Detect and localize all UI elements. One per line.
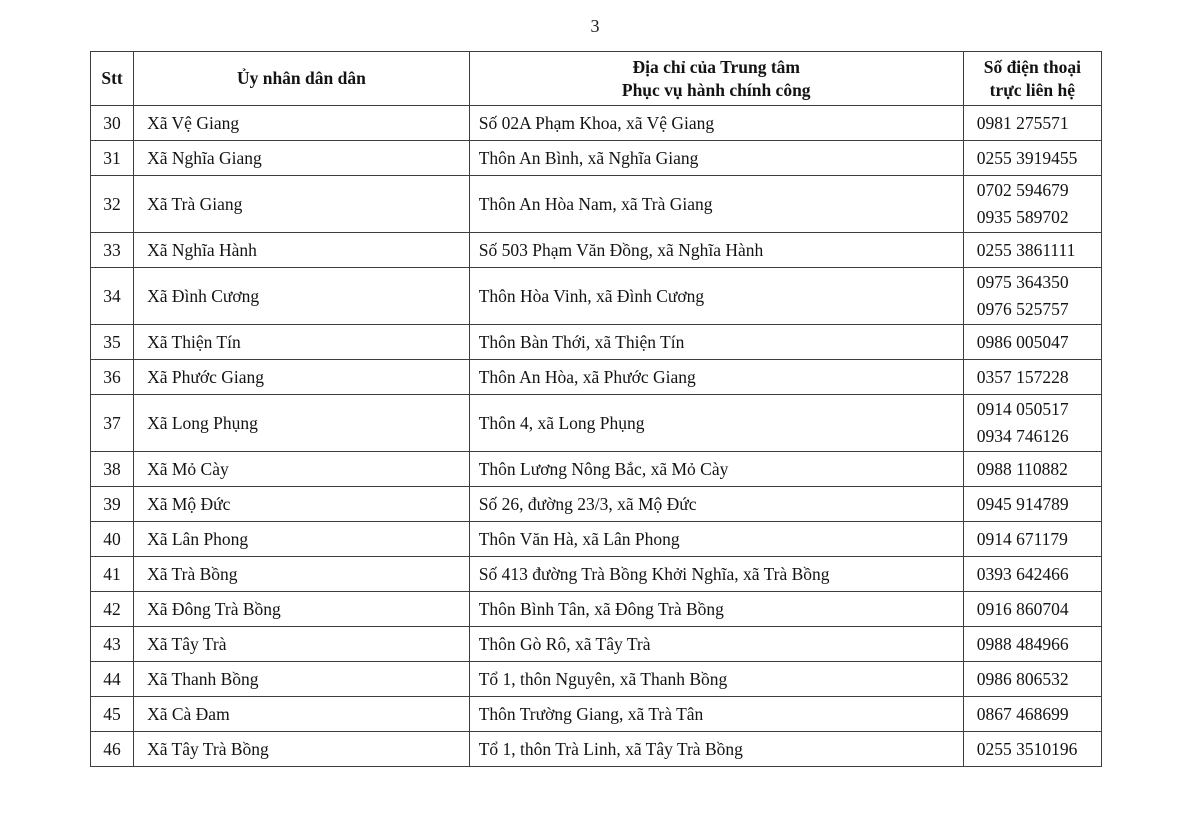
row-name: Xã Nghĩa Hành xyxy=(134,233,470,268)
row-name: Xã Tây Trà xyxy=(134,627,470,662)
table-row xyxy=(91,176,1102,233)
phone-number: 0702 594679 xyxy=(976,180,1069,200)
contact-directory-table xyxy=(90,51,1102,767)
phone-number: 0935 589702 xyxy=(976,207,1069,227)
phone-number: 0867 468699 xyxy=(976,703,1069,724)
row-stt: 43 xyxy=(91,627,134,662)
row-address: Thôn An Bình, xã Nghĩa Giang xyxy=(469,141,963,176)
table-row xyxy=(91,141,1102,176)
table-header xyxy=(91,52,1102,106)
row-stt: 35 xyxy=(91,325,134,360)
table-row xyxy=(91,697,1102,732)
phone-number: 0916 860704 xyxy=(976,598,1069,619)
row-address: Thôn 4, xã Long Phụng xyxy=(469,395,963,452)
phone-number: 0255 3861111 xyxy=(976,239,1076,260)
phone-number: 0988 110882 xyxy=(976,458,1068,479)
row-phone xyxy=(963,452,1101,487)
row-phone xyxy=(963,176,1101,233)
row-stt: 33 xyxy=(91,233,134,268)
row-address: Số 02A Phạm Khoa, xã Vệ Giang xyxy=(469,106,963,141)
row-stt: 44 xyxy=(91,662,134,697)
header-address-line2: Phục vụ hành chính công xyxy=(621,79,811,100)
header-stt: Stt xyxy=(91,52,134,106)
table-row xyxy=(91,360,1102,395)
row-stt: 37 xyxy=(91,395,134,452)
row-stt: 41 xyxy=(91,557,134,592)
table-row xyxy=(91,627,1102,662)
row-name: Xã Tây Trà Bồng xyxy=(134,732,470,767)
row-stt: 34 xyxy=(91,268,134,325)
phone-number: 0976 525757 xyxy=(976,299,1069,319)
row-name: Xã Thiện Tín xyxy=(134,325,470,360)
row-name: Xã Lân Phong xyxy=(134,522,470,557)
phone-number: 0981 275571 xyxy=(976,112,1069,133)
phone-number: 0986 005047 xyxy=(976,331,1069,352)
row-phone xyxy=(963,487,1101,522)
row-phone xyxy=(963,233,1101,268)
phone-number: 0357 157228 xyxy=(976,366,1069,387)
phone-number: 0914 671179 xyxy=(976,528,1068,549)
row-stt: 46 xyxy=(91,732,134,767)
row-name: Xã Mộ Đức xyxy=(134,487,470,522)
row-address: Thôn Văn Hà, xã Lân Phong xyxy=(469,522,963,557)
row-address: Thôn Lương Nông Bắc, xã Mỏ Cày xyxy=(469,452,963,487)
header-phone-line1: Số điện thoại xyxy=(983,56,1081,77)
row-phone xyxy=(963,732,1101,767)
table-row xyxy=(91,592,1102,627)
table-body xyxy=(91,106,1102,767)
row-address: Tổ 1, thôn Nguyên, xã Thanh Bồng xyxy=(469,662,963,697)
row-address: Thôn Bình Tân, xã Đông Trà Bồng xyxy=(469,592,963,627)
row-stt: 36 xyxy=(91,360,134,395)
phone-number: 0255 3510196 xyxy=(976,738,1078,759)
row-stt: 40 xyxy=(91,522,134,557)
phone-number: 0934 746126 xyxy=(976,426,1069,446)
row-stt: 31 xyxy=(91,141,134,176)
row-address: Số 26, đường 23/3, xã Mộ Đức xyxy=(469,487,963,522)
phone-number: 0393 642466 xyxy=(976,563,1069,584)
row-stt: 42 xyxy=(91,592,134,627)
row-phone xyxy=(963,325,1101,360)
row-address: Số 503 Phạm Văn Đồng, xã Nghĩa Hành xyxy=(469,233,963,268)
table-row xyxy=(91,522,1102,557)
row-address: Thôn An Hòa Nam, xã Trà Giang xyxy=(469,176,963,233)
phone-number: 0945 914789 xyxy=(976,493,1069,514)
row-phone xyxy=(963,268,1101,325)
row-phone xyxy=(963,627,1101,662)
phone-number: 0988 484966 xyxy=(976,633,1069,654)
table-row xyxy=(91,395,1102,452)
row-name: Xã Trà Giang xyxy=(134,176,470,233)
table-row xyxy=(91,325,1102,360)
row-name: Xã Cà Đam xyxy=(134,697,470,732)
header-row xyxy=(91,52,1102,106)
row-name: Xã Đình Cương xyxy=(134,268,470,325)
row-address: Thôn Bàn Thới, xã Thiện Tín xyxy=(469,325,963,360)
header-phone xyxy=(963,52,1101,106)
row-stt: 30 xyxy=(91,106,134,141)
row-address: Thôn An Hòa, xã Phước Giang xyxy=(469,360,963,395)
row-phone xyxy=(963,522,1101,557)
row-name: Xã Phước Giang xyxy=(134,360,470,395)
row-phone xyxy=(963,360,1101,395)
row-address: Tổ 1, thôn Trà Linh, xã Tây Trà Bồng xyxy=(469,732,963,767)
row-name: Xã Long Phụng xyxy=(134,395,470,452)
row-stt: 45 xyxy=(91,697,134,732)
row-stt: 39 xyxy=(91,487,134,522)
row-phone xyxy=(963,697,1101,732)
row-stt: 32 xyxy=(91,176,134,233)
row-name: Xã Đông Trà Bồng xyxy=(134,592,470,627)
phone-number: 0986 806532 xyxy=(976,668,1069,689)
row-name: Xã Mỏ Cày xyxy=(134,452,470,487)
table-row xyxy=(91,106,1102,141)
table-row xyxy=(91,557,1102,592)
page-number: 3 xyxy=(590,16,600,36)
phone-number: 0255 3919455 xyxy=(976,147,1078,168)
row-address: Số 413 đường Trà Bồng Khởi Nghĩa, xã Trà Bồng xyxy=(469,557,963,592)
header-phone-line2: trực liên hệ xyxy=(989,79,1076,100)
table-row xyxy=(91,452,1102,487)
phone-number: 0914 050517 xyxy=(976,399,1069,419)
row-name: Xã Trà Bồng xyxy=(134,557,470,592)
row-phone xyxy=(963,557,1101,592)
row-address: Thôn Trường Giang, xã Trà Tân xyxy=(469,697,963,732)
header-address xyxy=(469,52,963,106)
table-row xyxy=(91,662,1102,697)
row-name: Xã Vệ Giang xyxy=(134,106,470,141)
row-phone xyxy=(963,141,1101,176)
row-stt: 38 xyxy=(91,452,134,487)
table-row xyxy=(91,487,1102,522)
row-name: Xã Nghĩa Giang xyxy=(134,141,470,176)
header-name: Ủy nhân dân dân xyxy=(134,52,470,106)
row-phone xyxy=(963,395,1101,452)
row-phone xyxy=(963,592,1101,627)
phone-number: 0975 364350 xyxy=(976,272,1069,292)
row-address: Thôn Gò Rô, xã Tây Trà xyxy=(469,627,963,662)
row-address: Thôn Hòa Vinh, xã Đình Cương xyxy=(469,268,963,325)
row-phone xyxy=(963,662,1101,697)
row-name: Xã Thanh Bồng xyxy=(134,662,470,697)
header-address-line1: Địa chỉ của Trung tâm xyxy=(632,56,800,77)
table-row xyxy=(91,732,1102,767)
row-phone xyxy=(963,106,1101,141)
table-row xyxy=(91,268,1102,325)
table-row xyxy=(91,233,1102,268)
